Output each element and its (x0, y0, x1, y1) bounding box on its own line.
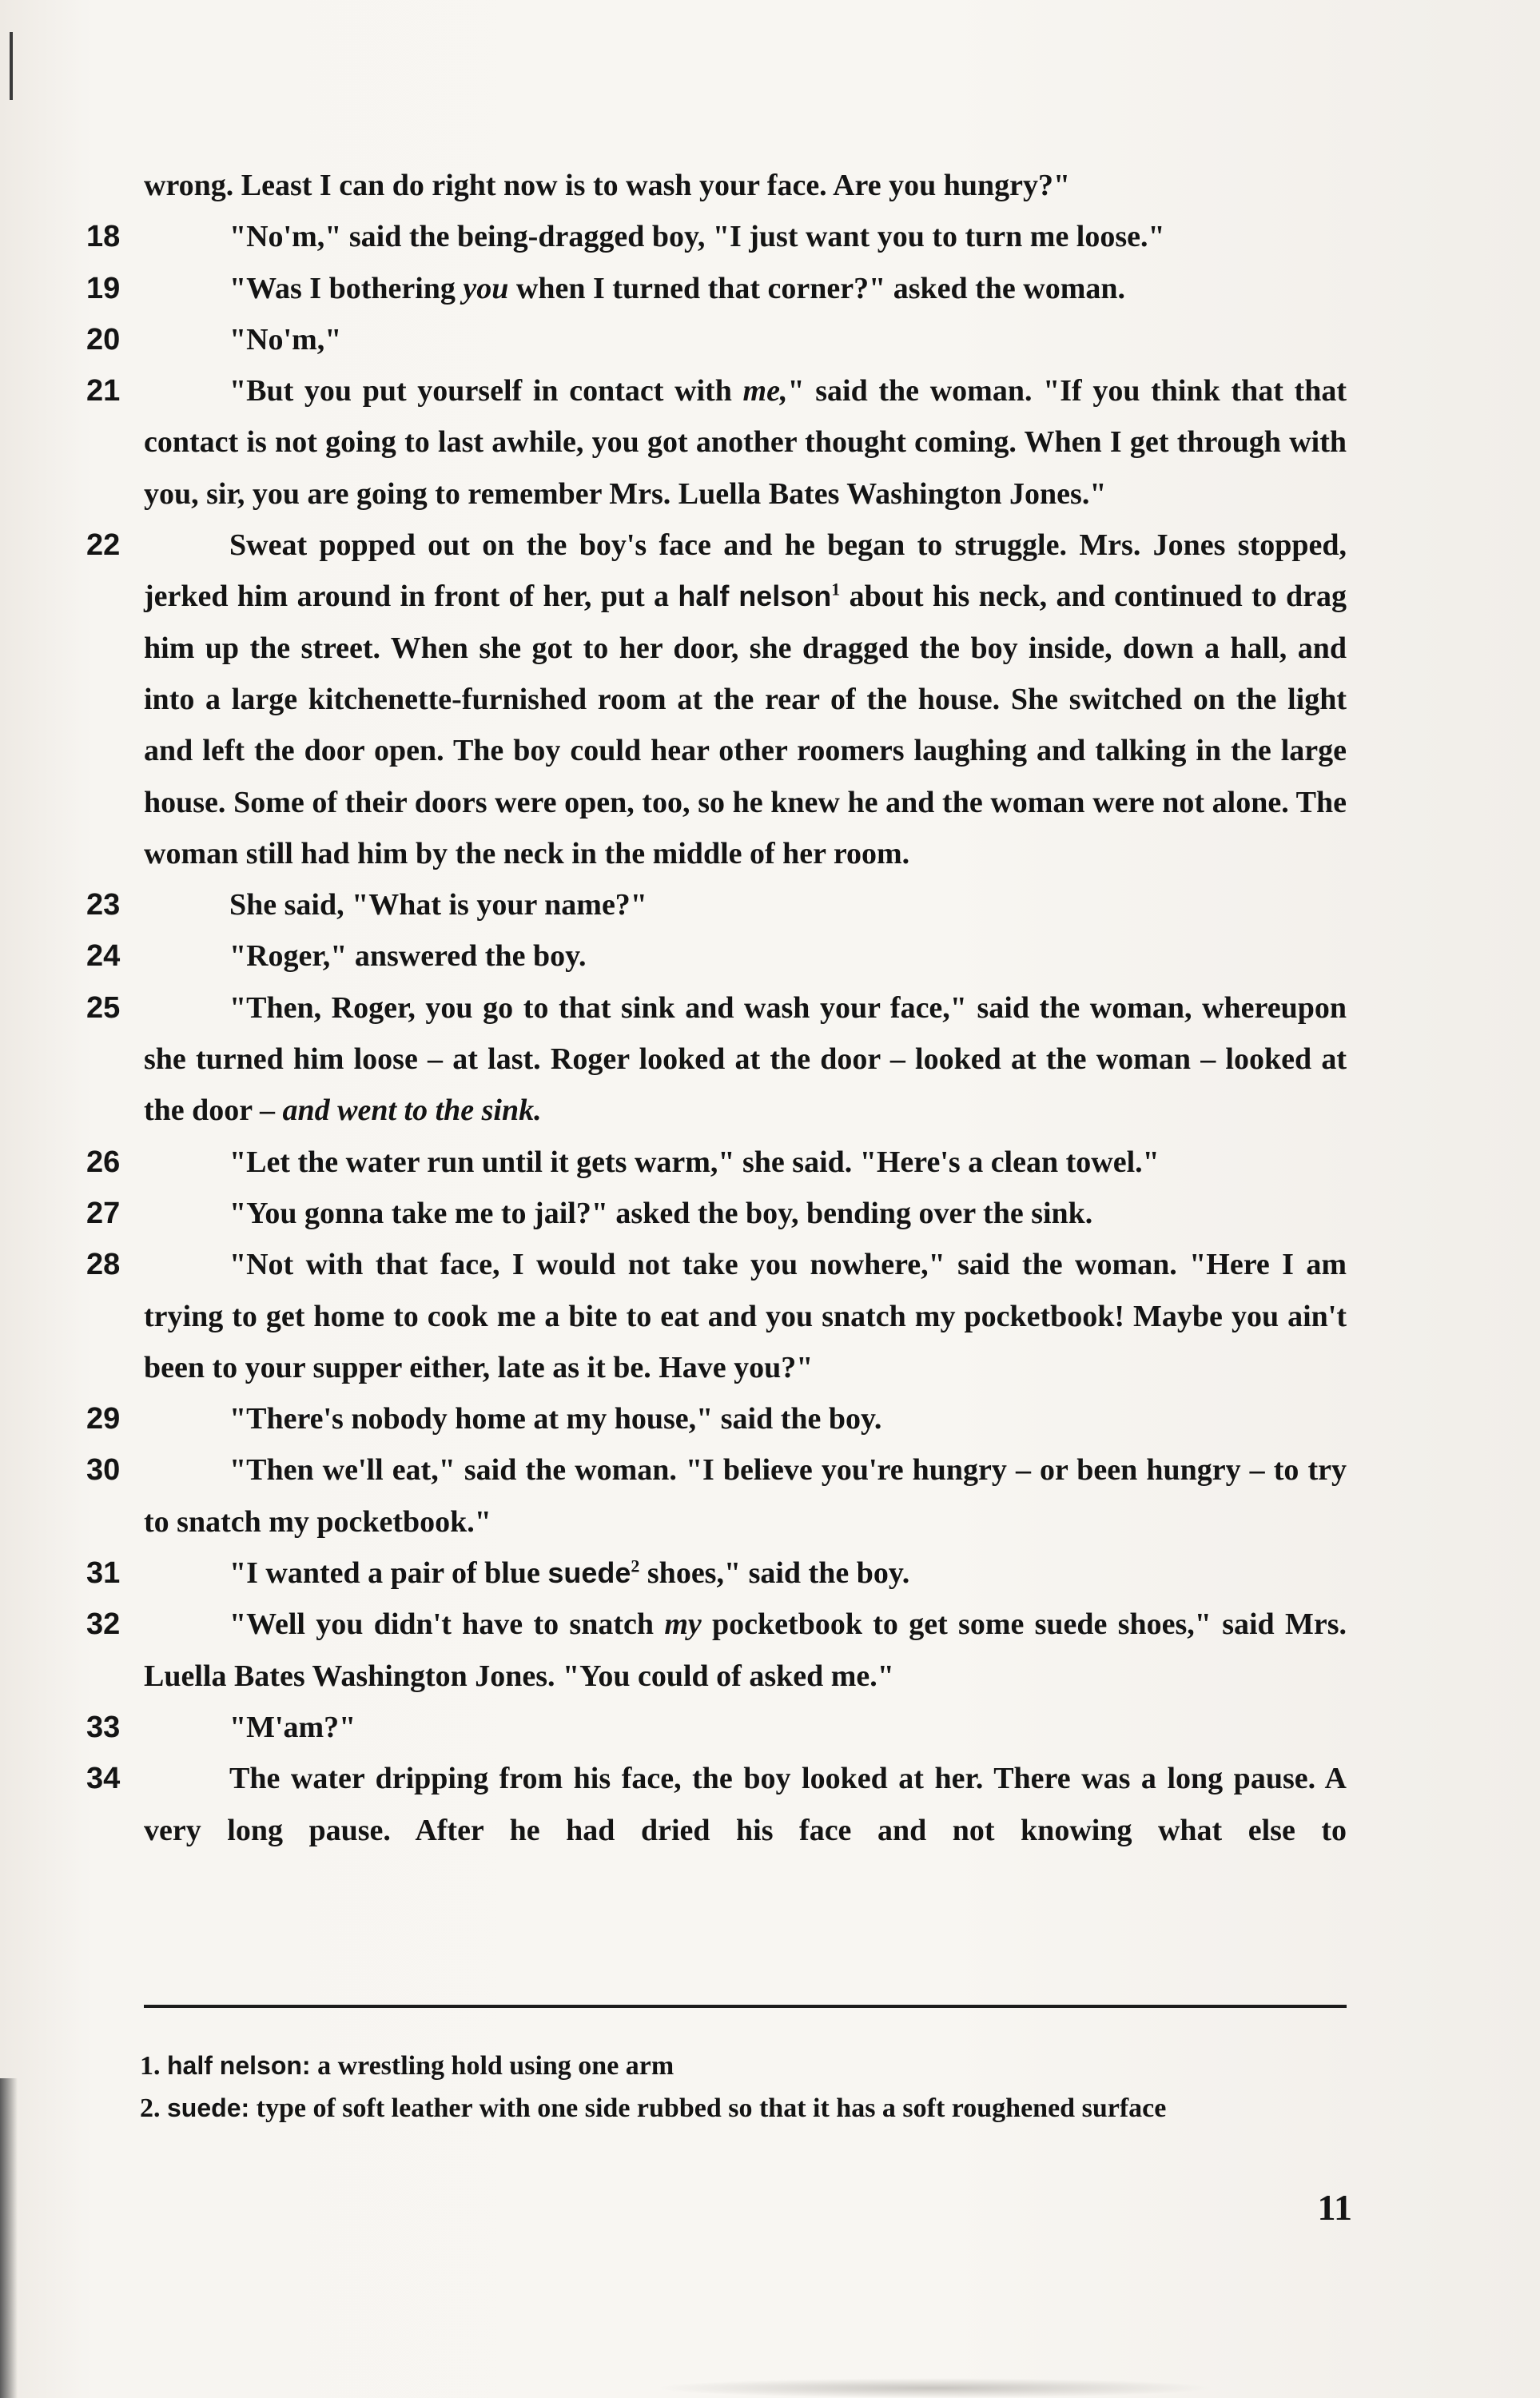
footnote-term: half nelson: (167, 2051, 311, 2080)
page-number: 11 (1317, 2187, 1352, 2228)
footnote-number: 2. (140, 2093, 161, 2123)
paragraph-text: when I turned that corner?" asked the woman. (508, 271, 1126, 305)
glossary-term: suede (547, 1556, 631, 1590)
paragraph-number: 30 (86, 1453, 121, 1488)
paragraph-text: The water dripping from his face, the boy looked at her. There was a long pause. A very long pause. After he had dried his face and not knowing what else to (144, 1762, 1347, 1847)
paragraph-number: 26 (86, 1145, 121, 1179)
paragraph (86, 930, 1347, 982)
paragraph-text: "There's nobody home at my house," said the boy. (229, 1402, 882, 1436)
paragraph-text: "Let the water run until it gets warm," she said. "Here's a clean towel." (229, 1145, 1160, 1179)
paragraph-text: " said the woman. "If you think that that contact is not going to last awhile, you got another thought coming. When I get through with you, sir, you are going to remember Mrs. Luella Bates Washington Jones." (144, 374, 1347, 511)
paragraph (86, 263, 1347, 314)
paragraph-text: pocketbook to get some suede shoes," said Mrs. Luella Bates Washington Jones. "You could of asked me." (144, 1607, 1347, 1693)
paragraph-text: "No'm," (229, 322, 342, 357)
paragraph (86, 1137, 1347, 1188)
glossary-term: half nelson (678, 580, 832, 613)
paragraph-text: "I wanted a pair of blue (229, 1556, 548, 1591)
paragraph (86, 1599, 1347, 1702)
paragraph-number: 22 (86, 528, 121, 563)
paragraph-number: 32 (86, 1607, 121, 1642)
paragraph-text: wrong. Least I can do right now is to wash your face. Are you hungry?" (144, 169, 1071, 202)
paragraph-text: "Then we'll eat," said the woman. "I believe you're hungry – or been hungry – to try to snatch my pocketbook." (144, 1453, 1347, 1539)
paragraph (86, 520, 1347, 879)
paragraph-number: 19 (86, 271, 121, 305)
paragraph (86, 1188, 1347, 1239)
paragraph (86, 211, 1347, 262)
paragraph-text: She said, "What is your name?" (229, 888, 647, 922)
paragraph-number: 18 (86, 220, 121, 254)
paragraph-text: "You gonna take me to jail?" asked the boy, bending over the sink. (229, 1196, 1093, 1230)
paragraph (86, 879, 1347, 930)
paragraph-number: 33 (86, 1710, 121, 1744)
emphasis-text: and went to the sink. (282, 1093, 542, 1128)
page-edge-mark (10, 32, 13, 100)
paragraph-text: "But you put yourself in contact with (229, 374, 743, 408)
paragraph-text: "No'm," said the being-dragged boy, "I just want you to turn me loose." (229, 220, 1165, 254)
paragraph (86, 1393, 1347, 1444)
footnote (140, 2045, 1363, 2087)
paragraph (86, 365, 1347, 520)
paragraph-text: "M'am?" (229, 1710, 356, 1744)
paragraph (86, 1702, 1347, 1753)
paragraph (86, 1444, 1347, 1548)
emphasis-text: you (463, 271, 509, 305)
paragraph-text: "Not with that face, I would not take you nowhere," said the woman. "Here I am trying to get home to cook me a bite to eat and you snatch my pocketbook! Maybe you ain't been to your supper either, late as it be. Have you?" (144, 1248, 1347, 1384)
paragraph-number: 28 (86, 1248, 121, 1282)
paragraph-number: 21 (86, 374, 121, 408)
footnote-definition: a wrestling hold using one arm (310, 2051, 674, 2081)
paragraph-text: shoes," said the boy. (639, 1556, 910, 1591)
footnotes (140, 2045, 1363, 2129)
paragraph (86, 1548, 1347, 1599)
paragraph-number: 34 (86, 1762, 121, 1796)
paragraph-text: "Then, Roger, you go to that sink and wash your face," said the woman, whereupon she turned him loose – at last. Roger looked at the door – looked at the woman – looked at the door – (144, 990, 1347, 1128)
paragraph-number: 29 (86, 1402, 121, 1436)
paragraph (86, 314, 1347, 365)
paragraph (86, 1239, 1347, 1393)
footnote-divider (144, 2005, 1347, 2008)
paragraph (144, 160, 1347, 211)
emphasis-text: my (664, 1607, 702, 1642)
paragraph-number: 23 (86, 888, 121, 922)
scan-shadow (655, 2378, 1215, 2398)
paragraph-text: "Was I bothering (229, 271, 464, 305)
paragraph-number: 24 (86, 939, 121, 974)
emphasis-text: me, (742, 374, 788, 408)
footnote-term: suede: (167, 2093, 250, 2122)
paragraph-number: 20 (86, 322, 121, 357)
paragraph-text: Sweat popped out on the boy's face and he began to struggle. Mrs. Jones stopped, jerked him around in front of her, put a (144, 528, 1347, 614)
footnote-number: 1. (140, 2051, 161, 2081)
paragraph-text: about his neck, and continued to drag him up the street. When she got to her door, she dragged the boy inside, down a hall, and into a large kitchenette-furnished room at the rear of the house. She switched on the light and left the door open. The boy could hear other roomers laughing and talking in the large house. Some of their doors were open, too, so he knew he and the woman were not alone. The woman still had him by the neck in the middle of her room. (144, 580, 1347, 870)
paragraph (86, 1753, 1347, 1856)
binding-shadow (0, 2078, 18, 2398)
footnote (140, 2087, 1363, 2129)
paragraph-text: "Well you didn't have to snatch (229, 1607, 665, 1642)
paragraph (86, 982, 1347, 1137)
footnote-marker: 2 (631, 1556, 640, 1576)
footnote-marker: 1 (831, 579, 841, 600)
footnote-definition: type of soft leather with one side rubbed so that it has a soft roughened surface (249, 2093, 1167, 2123)
paragraph-number: 25 (86, 990, 121, 1025)
paragraph-number: 31 (86, 1556, 121, 1591)
paragraph-number: 27 (86, 1196, 121, 1230)
story-text (86, 160, 1347, 1856)
paragraph-text: "Roger," answered the boy. (229, 939, 587, 974)
